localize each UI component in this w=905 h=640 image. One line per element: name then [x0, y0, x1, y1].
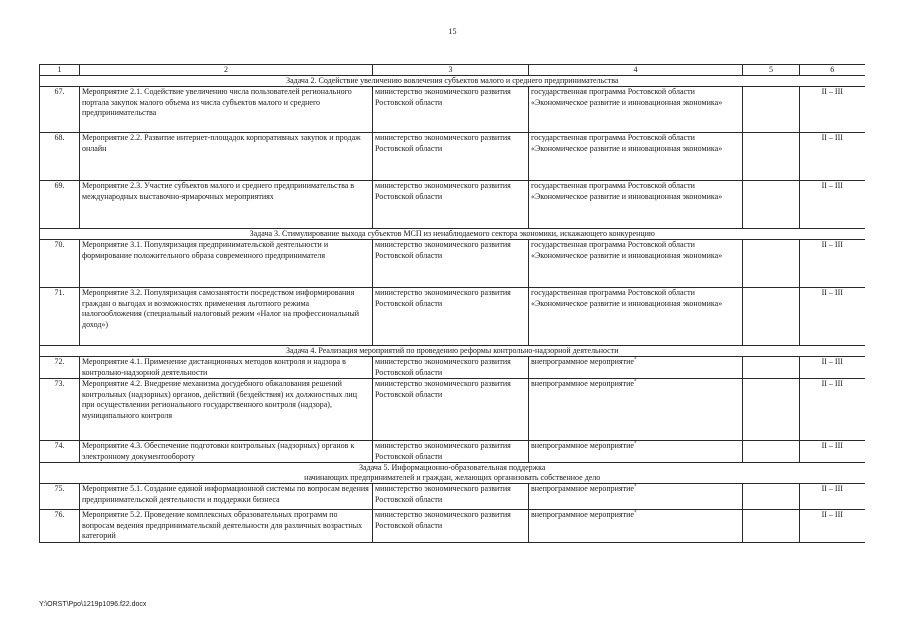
task-title: Задача 3. Стимулирование выхода субъектов МСП из ненаблюдаемого сектора экономики, искажающего конкуренцию [249, 229, 655, 238]
task-heading [40, 76, 865, 87]
period-cell [800, 288, 865, 346]
activity-cell [80, 484, 373, 510]
program-cell [529, 379, 743, 441]
row-number-text: 68. [54, 133, 65, 142]
task-heading-row [40, 346, 865, 357]
period-cell [800, 510, 865, 543]
task-title-line2: начинающих предпринимателей и граждан, желающих организовать собственное дело [304, 473, 601, 482]
column-5-cell [743, 510, 800, 543]
program-cell [529, 181, 743, 229]
header-cell: 5 [743, 65, 800, 76]
executor-cell [373, 357, 529, 379]
row-number [40, 288, 80, 346]
executor-cell-text: министерство экономического развития Ростовской области [375, 240, 511, 260]
executor-cell-text: министерство экономического развития Ростовской области [375, 181, 511, 201]
footnote-mark: * [633, 510, 637, 516]
activity-cell-text: Мероприятие 4.2. Внедрение механизма досудебного обжалования решений контрольных (надзорных) органов, действий (бездействия) их должностных лиц при осуществлении регионального государственного контроля (надзора), муниципального контроля [82, 379, 357, 420]
period-cell-text: II – III [821, 181, 843, 190]
period-cell-text: II – III [821, 288, 843, 297]
period-cell-text: II – III [821, 133, 843, 142]
row-number-text: 72. [54, 357, 65, 366]
program-cell [529, 357, 743, 379]
activity-cell [80, 240, 373, 288]
program-cell-text: внепрограммное мероприятие [531, 379, 634, 388]
program-cell [529, 87, 743, 133]
period-cell [800, 181, 865, 229]
table-row [40, 484, 865, 510]
column-5-cell [743, 87, 800, 133]
row-number [40, 357, 80, 379]
column-5-cell [743, 357, 800, 379]
footnote-mark: * [633, 379, 637, 385]
program-cell-text: государственная программа Ростовской области «Экономическое развитие и инновационная экономика» [531, 288, 723, 308]
table-row [40, 133, 865, 181]
period-cell-text: II – III [821, 357, 843, 366]
program-cell-text: внепрограммное мероприятие [531, 510, 634, 519]
executor-cell-text: министерство экономического развития Ростовской области [375, 133, 511, 153]
activity-cell-text: Мероприятие 3.2. Популяризация самозанятости посредством информирования граждан о выгодах и возможностях применения льготного режима налогообложения (специальный налоговый режим «Налог на профессиональный доход») [82, 288, 360, 329]
header-row [40, 65, 865, 76]
column-5-cell [743, 288, 800, 346]
period-cell [800, 357, 865, 379]
task-heading [40, 346, 865, 357]
column-5-cell [743, 441, 800, 463]
program-cell [529, 240, 743, 288]
program-cell-text: государственная программа Ростовской области «Экономическое развитие и инновационная экономика» [531, 87, 723, 107]
program-cell-text: внепрограммное мероприятие [531, 484, 634, 493]
activity-cell-text: Мероприятие 5.1. Создание единой информационной системы по вопросам ведения предпринимательской деятельности и поддержки бизнеса [82, 484, 369, 504]
executor-cell [373, 181, 529, 229]
footnote-mark: * [633, 357, 637, 363]
program-cell [529, 288, 743, 346]
executor-cell [373, 87, 529, 133]
column-5-cell [743, 181, 800, 229]
executor-cell-text: министерство экономического развития Ростовской области [375, 357, 511, 377]
row-number [40, 484, 80, 510]
task-heading [40, 229, 865, 240]
program-cell [529, 441, 743, 463]
activity-cell-text: Мероприятие 3.1. Популяризация предпринимательской деятельности и формирование положительного образа современного предпринимателя [82, 240, 329, 260]
column-5-cell [743, 379, 800, 441]
table-row [40, 357, 865, 379]
period-cell [800, 240, 865, 288]
executor-cell [373, 379, 529, 441]
executor-cell [373, 240, 529, 288]
header-cell: 1 [40, 65, 80, 76]
row-number-text: 74. [54, 441, 65, 450]
period-cell-text: II – III [821, 379, 843, 388]
column-5-cell [743, 484, 800, 510]
footnote-mark: * [633, 441, 637, 447]
row-number-text: 69. [54, 181, 65, 190]
row-number-text: 67. [54, 87, 65, 96]
executor-cell [373, 510, 529, 543]
activity-cell [80, 510, 373, 543]
executor-cell-text: министерство экономического развития Ростовской области [375, 379, 511, 399]
table-row [40, 288, 865, 346]
column-5-cell [743, 240, 800, 288]
activity-cell-text: Мероприятие 5.2. Проведение комплексных образовательных программ по вопросам ведения предпринимательской деятельности для различных возрастных категорий [82, 510, 363, 540]
table-row [40, 510, 865, 543]
activity-cell [80, 357, 373, 379]
activity-cell [80, 181, 373, 229]
header-cell: 3 [373, 65, 529, 76]
activity-cell [80, 441, 373, 463]
activity-cell-text: Мероприятие 2.3. Участие субъектов малого и среднего предпринимательства в международных выставочно-ярмарочных мероприятиях [82, 181, 355, 201]
program-cell [529, 484, 743, 510]
task-title: Задача 5. Информационно-образовательная поддержка [359, 463, 546, 472]
table-row [40, 441, 865, 463]
header-cell: 4 [529, 65, 743, 76]
period-cell [800, 484, 865, 510]
task-heading-row [40, 463, 865, 484]
row-number-text: 70. [54, 240, 65, 249]
executor-cell [373, 441, 529, 463]
period-cell-text: II – III [821, 441, 843, 450]
row-number-text: 76. [54, 510, 65, 519]
activity-cell [80, 379, 373, 441]
table-row [40, 240, 865, 288]
task-title: Задача 2. Содействие увеличению вовлечения субъектов малого и среднего предпринимательства [286, 76, 619, 85]
program-cell-text: государственная программа Ростовской области «Экономическое развитие и инновационная экономика» [531, 181, 723, 201]
activity-cell-text: Мероприятие 4.1. Применение дистанционных методов контроля и надзора в контрольно-надзорной деятельности [82, 357, 346, 377]
executor-cell [373, 484, 529, 510]
row-number [40, 133, 80, 181]
period-cell [800, 87, 865, 133]
task-heading-row [40, 76, 865, 87]
activity-cell [80, 288, 373, 346]
executor-cell-text: министерство экономического развития Ростовской области [375, 288, 511, 308]
activity-cell [80, 87, 373, 133]
page-number: 15 [448, 27, 457, 36]
row-number-text: 75. [54, 484, 65, 493]
executor-cell-text: министерство экономического развития Ростовской области [375, 87, 511, 107]
row-number-text: 71. [54, 288, 65, 297]
program-cell [529, 133, 743, 181]
activity-cell-text: Мероприятие 2.2. Развитие интернет-площадок корпоративных закупок и продаж онлайн [82, 133, 361, 153]
column-5-cell [743, 133, 800, 181]
program-cell-text: внепрограммное мероприятие [531, 441, 634, 450]
period-cell-text: II – III [821, 240, 843, 249]
period-cell [800, 379, 865, 441]
executor-cell-text: министерство экономического развития Ростовской области [375, 441, 511, 461]
task-heading-row [40, 229, 865, 240]
executor-cell [373, 133, 529, 181]
table-row [40, 379, 865, 441]
table-row [40, 181, 865, 229]
task-heading [40, 463, 865, 484]
period-cell-text: II – III [821, 484, 843, 493]
row-number [40, 181, 80, 229]
activity-cell-text: Мероприятие 4.3. Обеспечение подготовки контрольных (надзорных) органов к электронному документообороту [82, 441, 355, 461]
row-number [40, 87, 80, 133]
header-cell: 2 [80, 65, 373, 76]
task-title: Задача 4. Реализация мероприятий по проведению реформы контрольно-надзорной деятельности [285, 346, 619, 355]
program-cell [529, 510, 743, 543]
program-cell-text: внепрограммное мероприятие [531, 357, 634, 366]
executor-cell-text: министерство экономического развития Ростовской области [375, 510, 511, 530]
period-cell-text: II – III [821, 510, 843, 519]
program-cell-text: государственная программа Ростовской области «Экономическое развитие и инновационная экономика» [531, 133, 723, 153]
header-cell: 6 [800, 65, 865, 76]
activities-table [39, 64, 865, 543]
row-number-text: 73. [54, 379, 65, 388]
executor-cell-text: министерство экономического развития Ростовской области [375, 484, 511, 504]
executor-cell [373, 288, 529, 346]
file-path-footer: Y:\ORST\Ppo\1219p1096.f22.docx [39, 601, 147, 608]
row-number [40, 240, 80, 288]
period-cell-text: II – III [821, 87, 843, 96]
activity-cell [80, 133, 373, 181]
program-cell-text: государственная программа Ростовской области «Экономическое развитие и инновационная экономика» [531, 240, 723, 260]
row-number [40, 441, 80, 463]
table-row [40, 87, 865, 133]
activity-cell-text: Мероприятие 2.1. Содействие увеличению числа пользователей регионального портала закупок малого объема из числа субъектов малого и среднего предпринимательства [82, 87, 352, 117]
row-number [40, 510, 80, 543]
period-cell [800, 133, 865, 181]
row-number [40, 379, 80, 441]
footnote-mark: * [633, 484, 637, 490]
period-cell [800, 441, 865, 463]
